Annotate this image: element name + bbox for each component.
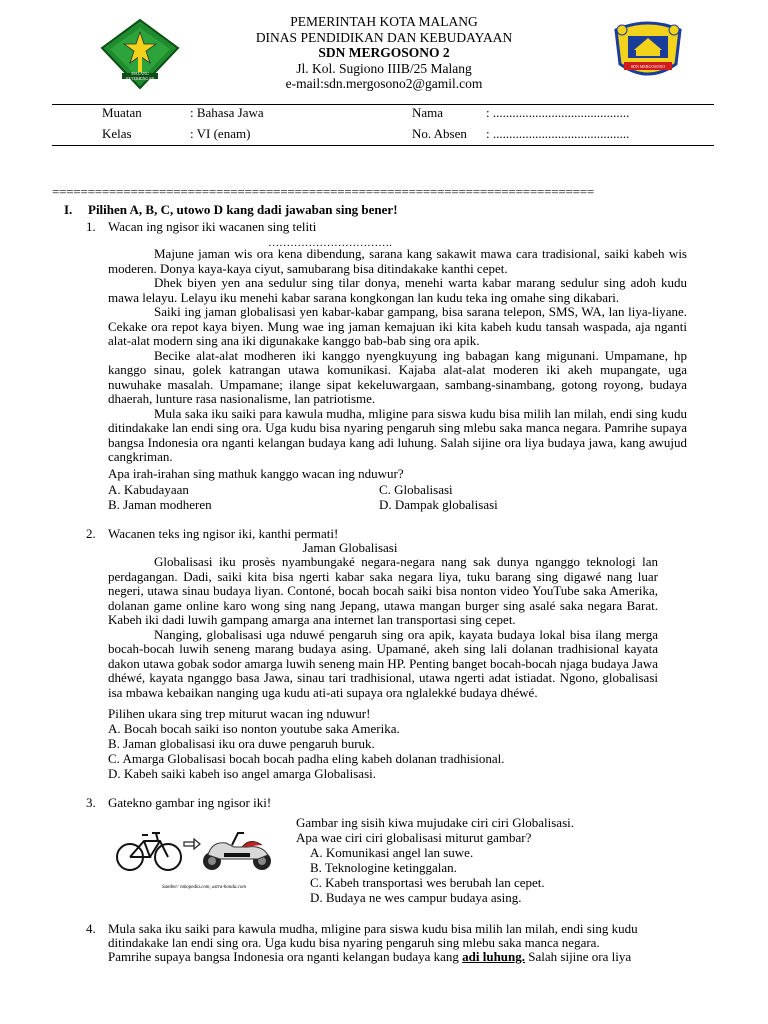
q3-option-b[interactable]: B. Teknologine ketinggalan. xyxy=(310,860,457,875)
q1-number: 1. xyxy=(86,219,96,234)
q2-prompt: Wacanen teks ing ngisor iki, kanthi permati! xyxy=(108,526,339,541)
q4-line-3 xyxy=(108,950,631,965)
q3-option-a[interactable]: A. Komunikasi angel lan suwe. xyxy=(310,845,474,860)
header-department: DINAS PENDIDIKAN DAN KEBUDAYAAN xyxy=(255,30,513,45)
kelas-label: Kelas xyxy=(102,126,132,141)
scooter-icon xyxy=(203,833,271,870)
q3-transport-image xyxy=(112,825,280,887)
q1-option-b[interactable]: B. Jaman modheren xyxy=(108,497,212,512)
q4-line-3-end: Salah sijine ora liya xyxy=(525,949,632,964)
q2-number: 2. xyxy=(86,526,96,541)
absen-label: No. Absen xyxy=(412,126,467,141)
q4-line-2: ditindakake lan endi sing ora. Uga kudu bisa nyaring pengaruh sing mlebu saka manca negara. xyxy=(108,935,600,950)
q3-image-caption: Sumber: tokopedia.com, astra-honda.com xyxy=(162,885,247,890)
nama-field[interactable]: : .......................................... xyxy=(486,105,630,120)
arrow-right-icon xyxy=(184,839,200,849)
header-address: Jl. Kol. Sugiono IIIB/25 Malang xyxy=(296,61,472,76)
q2-paragraph-2: Nanging, globalisasi uga nduwé pengaruh sing ora apik, kayata budaya lokal bisa ilang merga bocah-bocah luwih seneng marang budaya asing. Upamané, akeh sing lali dolanan tradhisional kayata dakon utawa gobak sodor amarga luwih seneng main HP. Penting banget bocah-bocah njaga budaya Jawa dhéwé, kayata nganggo basa Jawa, sinau tari tradhisional, utawa ngerti adat istiadat. Ngono, globalisasi isa mbawa kebaikan nanging uga kudu ati-ati supaya ora nglalekké budaya dhéwé. xyxy=(108,626,658,700)
q3-description-2: Apa wae ciri ciri globalisasi miturut gambar? xyxy=(296,830,532,845)
header-school-name: SDN MERGOSONO 2 xyxy=(318,45,450,60)
right-logo-caption: SDN MERGOSONO xyxy=(630,64,666,69)
header-email: e-mail:sdn.mergosono2@gamil.com xyxy=(285,76,483,91)
q1-paragraph-2: Dhek biyen yen ana sedulur sing tilar donya, menehi warta kabar marang sedulur sing adoh kudu mawa lelayu. Lelayu iku menehi kabar sarana kongkongan lan kudu teka ing omahe sing dikabari. xyxy=(108,275,687,305)
q4-line-1: Mula saka iku saiki para kawula mudha, mligine para siswa kudu bisa milih lan milah, endi sing kudu xyxy=(108,921,638,936)
q2-paragraph-1: Globalisasi iku prosès nyambungaké negara-negara nang sak dunya nganggo teknologi lan perdagangan. Dadi, saiki kita bisa ngerti kabar saka negara liya, tuku barang sing digawé nang luar negeri, utawa sinau budaya liyan. Contoné, bocah bocah saiki bisa nonton video YouTube saka Amerika, dolanan game online karo wong sing nang Jepang, utawa mangan burger sing asalé saka negara Barat. Kabeh iki dadi luwih gampang amarga ana internet lan transportasi sing cepet. xyxy=(108,554,658,627)
muatan-label: Muatan xyxy=(102,105,142,120)
q1-reading-text xyxy=(108,247,687,465)
q3-option-d[interactable]: D. Budaya ne wes campur budaya asing. xyxy=(310,890,522,905)
q1-paragraph-5: Mula saka iku saiki para kawula mudha, mligine para siswa kudu bisa milih lan milah, endi sing kudu ditindakake lan endi sing ora. Uga kudu bisa nyaring pengaruh sing mlebu saka manca negara. Pamrihe supaya bangsa Indonesia ora nganti kelangan budaya kang adi luhung. Salah sijine ora liya budaya jawa, kang awujud cangkriman. xyxy=(108,405,687,464)
left-logo-caption: MALANG BETERBINGAR xyxy=(126,71,154,81)
q2-option-d[interactable]: D. Kabeh saiki kabeh iso angel amarga Globalisasi. xyxy=(108,766,376,781)
q4-line-3-start: Pamrihe supaya bangsa Indonesia ora nganti kelangan budaya kang xyxy=(108,949,463,964)
q3-description-1: Gambar ing sisih kiwa mujudake ciri ciri Globalisasi. xyxy=(296,815,574,830)
q1-option-a[interactable]: A. Kabudayaan xyxy=(108,482,189,497)
q1-option-d[interactable]: D. Dampak globalisasi xyxy=(379,497,498,512)
kelas-value: : VI (enam) xyxy=(190,126,251,141)
separator-line: ============================================================================ xyxy=(52,185,594,199)
q2-title: Jaman Globalisasi xyxy=(302,540,398,555)
bicycle-icon xyxy=(117,833,181,870)
section-roman: I. xyxy=(64,202,73,217)
q1-prompt: Wacan ing ngisor iki wacanen sing teliti xyxy=(108,219,317,234)
nama-label: Nama xyxy=(412,105,444,120)
muatan-value: : Bahasa Jawa xyxy=(190,105,264,120)
q1-paragraph-4: Becike alat-alat modheren iki kanggo nyengkuyung ing babagan kang migunani. Umpamane, hp kanggo sinau, golek katrangan utawa komunikasi. Kajaba alat-alat moderen iki akeh mupangate, uga nuwuhake masalah. Umpamane; ilange sipat kekeluwargaan, sambang-sinambang, gotong royong, budaya dhaerah, lunture rasa nasionalisme, lan patriotisme. xyxy=(108,347,687,406)
section-title: Pilihen A, B, C, utowo D kang dadi jawaban sing bener! xyxy=(88,202,398,217)
absen-field[interactable]: : .......................................... xyxy=(486,126,630,141)
info-bottom-rule xyxy=(52,145,714,146)
q3-number: 3. xyxy=(86,795,96,810)
q1-paragraph-1: Majune jaman wis ora kena dibendung, sarana kang sakawit mawa cara tradisional, saiki kabeh wis moderen. Donya kaya-kaya ciyut, samubarang bisa ditindakake kanthi cepet. xyxy=(108,246,687,276)
q2-question: Pilihen ukara sing trep miturut wacan ing nduwur! xyxy=(108,706,371,721)
q4-underlined-phrase: adi luhung. xyxy=(462,949,526,964)
q1-paragraph-3: Saiki ing jaman globalisasi yen kabar-kabar gampang, bisa sarana telepon, SMS, WA, lan liya-liyane. Cekake ora repot kaya biyen. Mung wae ing jaman kemajuan iki kita kabeh kudu tansah waspada, aja nganti alat-alat modern sing ana iki digunakake kanggo bab-bab sing ora apik. xyxy=(108,304,687,348)
q2-option-c[interactable]: C. Amarga Globalisasi bocah bocah padha eling kabeh dolanan tradhisional. xyxy=(108,751,505,766)
right-logo xyxy=(610,20,686,84)
q1-title-placeholder: ……………………………. xyxy=(268,237,392,249)
q1-option-c[interactable]: C. Globalisasi xyxy=(379,482,453,497)
q2-reading-text xyxy=(108,555,658,700)
q2-option-b[interactable]: B. Jaman globalisasi iku ora duwe pengaruh buruk. xyxy=(108,736,375,751)
q3-prompt: Gatekno gambar ing ngisor iki! xyxy=(108,795,272,810)
header-government: PEMERINTAH KOTA MALANG xyxy=(290,14,478,29)
q3-option-c[interactable]: C. Kabeh transportasi wes berubah lan cepet. xyxy=(310,875,545,890)
q4-number: 4. xyxy=(86,921,96,936)
q1-question: Apa irah-irahan sing mathuk kanggo wacan ing nduwur? xyxy=(108,466,404,481)
q2-option-a[interactable]: A. Bocah bocah saiki iso nonton youtube saka Amerika. xyxy=(108,721,400,736)
